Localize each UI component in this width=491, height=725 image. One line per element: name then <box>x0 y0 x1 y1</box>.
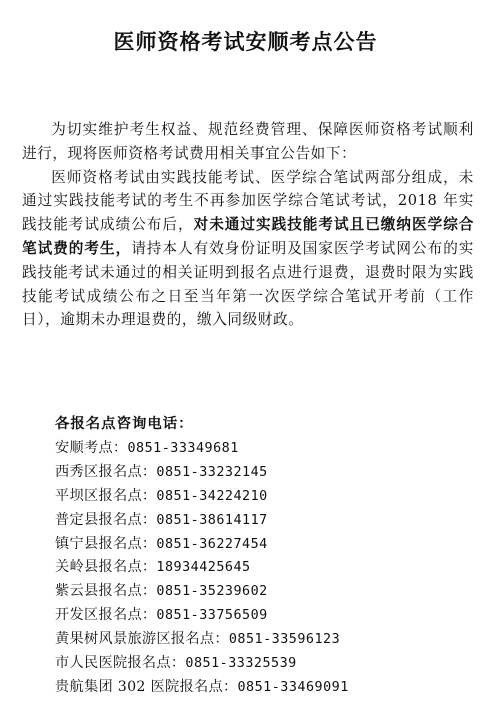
contact-name: 关岭县报名点： <box>55 559 157 576</box>
contact-name: 黄果树风景旅游区报名点： <box>55 631 229 648</box>
contact-phone: 0851-35239602 <box>156 584 268 600</box>
contact-list <box>55 412 485 700</box>
contact-phone: 0851-33756509 <box>156 608 268 624</box>
contacts-heading: 各报名点咨询电话： <box>55 416 194 432</box>
contact-phone: 0851-36227454 <box>156 536 268 552</box>
contact-row <box>55 580 485 604</box>
contact-row <box>55 628 485 652</box>
contact-phone: 0851-38614117 <box>156 512 268 528</box>
notice-body <box>22 118 474 332</box>
contact-phone: 0851-33325539 <box>185 656 297 672</box>
refund-paragraph <box>22 166 474 333</box>
contact-name: 镇宁县报名点： <box>55 535 157 552</box>
contact-row <box>55 652 485 676</box>
refund-text-end: 请持本人有效身份证明及国家医学考试网公布的实践技能考试未通过的相关证明到报名点进行退费，退费时限为实践技能考试成绩公布之日至当年第一次医学综合笔试开考前（工作日），逾期未办理退费的，缴入同级财政。 <box>22 239 474 329</box>
contact-row <box>55 676 485 700</box>
contact-rows <box>55 437 485 700</box>
contact-row <box>55 461 485 485</box>
contact-phone: 0851-33232145 <box>156 464 268 480</box>
contact-row <box>55 509 485 533</box>
contact-phone: 0851-33469091 <box>237 679 349 695</box>
contact-name: 安顺考点： <box>55 440 128 456</box>
page-title: 医师资格考试安顺考点公告 <box>113 30 378 54</box>
contact-row <box>55 556 485 580</box>
contact-phone: 0851-33349681 <box>127 441 239 456</box>
contact-name: 开发区报名点： <box>55 607 157 624</box>
intro-paragraph: 为切实维护考生权益、规范经费管理、保障医师资格考试顺利进行，现将医师资格考试费用相关事宜公告如下： <box>22 121 474 162</box>
contact-row <box>55 437 485 461</box>
contact-name: 平坝区报名点： <box>55 487 157 504</box>
contact-phone: 0851-34224210 <box>156 488 268 504</box>
contact-phone: 18934425645 <box>156 560 251 576</box>
contact-name: 普定县报名点： <box>55 511 157 528</box>
contact-name: 贵航集团 302 医院报名点： <box>55 678 238 695</box>
contact-name: 紫云县报名点： <box>55 583 157 600</box>
contact-name: 西秀区报名点： <box>55 463 157 480</box>
contact-name: 市人民医院报名点： <box>55 655 186 672</box>
refund-text-start: 医师资格考试由实践技能考试、医学综合笔试两部分组成，未通过实践技能考试的考生不再参加医学综合笔试考试，2018 年实践技能考试成绩公布后， <box>22 168 474 234</box>
refund-text-emphasis: 对未通过实践技能考试且已缴纳医学综合笔试费的考生， <box>22 216 474 257</box>
contact-row <box>55 604 485 628</box>
contact-row <box>55 533 485 557</box>
contact-row <box>55 485 485 509</box>
contact-phone: 0851-33596123 <box>228 632 341 648</box>
